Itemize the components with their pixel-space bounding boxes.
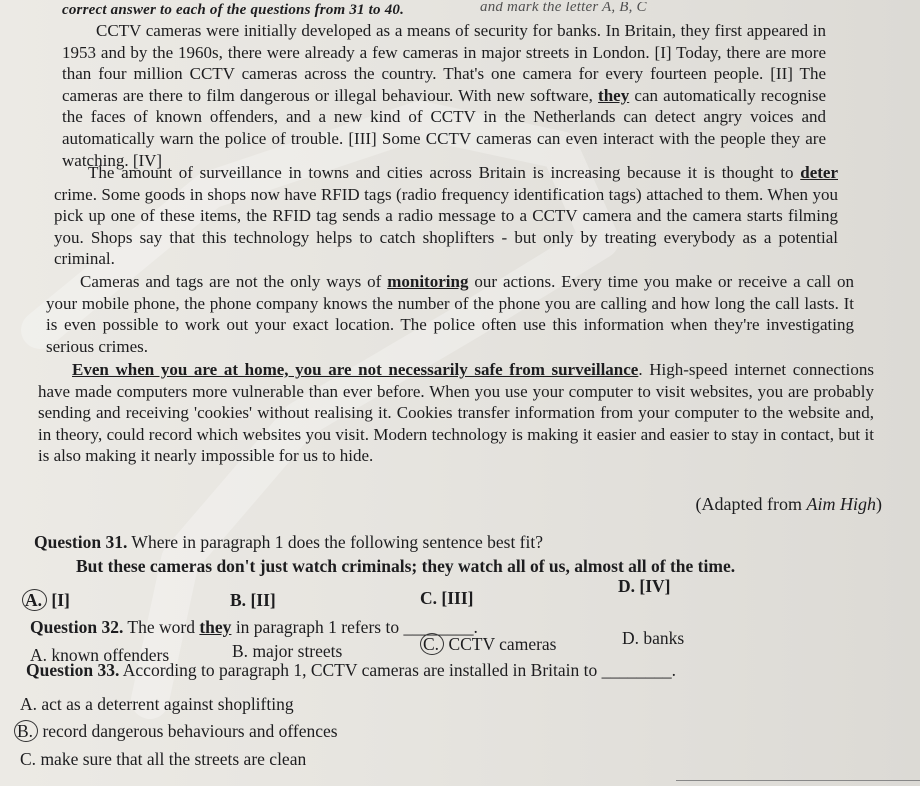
- q32-option-d[interactable]: D. banks: [622, 628, 685, 648]
- p2-start: The amount of surveillance in towns and cities across Britain is increasing because it is thought to: [88, 163, 794, 182]
- word-monitoring: monitoring: [387, 272, 469, 291]
- paragraph-4: [38, 359, 874, 467]
- paragraph-3: [46, 271, 854, 357]
- p3-rest: our actions. Every time you make or receive a call on your mobile phone, the phone company knows the number of the phone you are calling and how long the call lasts. It is even possible to work out your exact location. The police often use this information when they're investigating serious crimes.: [46, 272, 855, 356]
- q32-option-b[interactable]: B. major streets: [232, 641, 343, 661]
- q31-option-d[interactable]: D. [IV]: [618, 576, 671, 596]
- q33-option-c[interactable]: C. make sure that all the streets are clean: [20, 749, 307, 769]
- paragraph-1: [62, 20, 826, 171]
- p1-text: CCTV cameras were initially developed as a means of security for banks. In Britain, they first appeared in 1953 and by the 1960s, there were already a few cameras in major streets in London. [I] Today, there are more than four million CCTV cameras across the country. That's one camera for every fourteen people. [II] The cameras are there to film dangerous or illegal behaviour. With new software,: [62, 21, 826, 105]
- p2-rest: crime. Some goods in shops now have RFID tags (radio frequency identification tags) attached to them. When you pick up one of these items, the RFID tag sends a radio message to a CCTV camera and the camera starts filming you. Shops say that this technology helps to catch shoplifters - but only by treating everybody as a potential criminal.: [54, 184, 838, 269]
- p1-rest: can automatically recognise the faces of known offenders, and a new kind of CCTV in the Netherlands can detect angry voices and automatically warn the police of trouble. [III] Some CCTV cameras can even interact with the people they are watching. [IV]: [62, 85, 827, 170]
- q31-sentence: But these cameras don't just watch criminals; they watch all of us, almost all of the time.: [76, 556, 736, 576]
- divider-line: [676, 780, 920, 781]
- q32-word-they: they: [199, 617, 232, 637]
- source-credit: (Adapted from Aim High): [695, 494, 882, 514]
- q32-title: Question 32.: [30, 617, 124, 637]
- instruction-line: [62, 2, 882, 19]
- q32-option-c[interactable]: C. CCTV cameras: [426, 634, 557, 655]
- word-they: they: [598, 85, 630, 105]
- q31-option-c[interactable]: C. [III]: [420, 588, 474, 608]
- phrase-surveillance: Even when you are at home, you are not necessarily safe from surveillance: [72, 360, 639, 379]
- instruction-text: correct answer to each of the questions from 31 to 40.: [62, 2, 405, 18]
- instruction-tail: and mark the letter A, B, C: [480, 2, 647, 15]
- q31-option-a[interactable]: A. [I]: [28, 590, 70, 611]
- p3-start: Cameras and tags are not the only ways of: [80, 272, 382, 291]
- q31-title: Question 31.: [34, 532, 128, 552]
- question-32: Question 32. The word they in paragraph 1 refers to ________.: [30, 617, 478, 637]
- q33-title: Question 33.: [26, 660, 120, 680]
- q33-option-a[interactable]: A. act as a deterrent against shoplifting: [20, 694, 294, 714]
- word-deter: deter: [800, 163, 838, 182]
- paragraph-2: [54, 162, 838, 270]
- q32-option-a[interactable]: A. known offenders: [30, 645, 170, 665]
- p4-rest: . High-speed internet connections have made computers more vulnerable than ever before. When you use your computer to visit websites, you are probably sending and receiving 'cookies' without realising it. Cookies transfer information from your computer to the website and, in theory, could record which websites you visit. Modern technology is making it easier and easier to stay in contact, but it is also making it nearly impossible for us to hide.: [38, 360, 874, 466]
- question-31: [34, 532, 864, 553]
- q33-text: According to paragraph 1, CCTV cameras are installed in Britain to ________.: [122, 660, 676, 680]
- q31-text: Where in paragraph 1 does the following sentence best fit?: [131, 532, 544, 552]
- q33-option-b[interactable]: B. record dangerous behaviours and offences: [20, 721, 338, 742]
- question-33: [26, 660, 916, 681]
- q31-option-b[interactable]: B. [II]: [230, 590, 276, 610]
- source-title: Aim High: [806, 494, 876, 514]
